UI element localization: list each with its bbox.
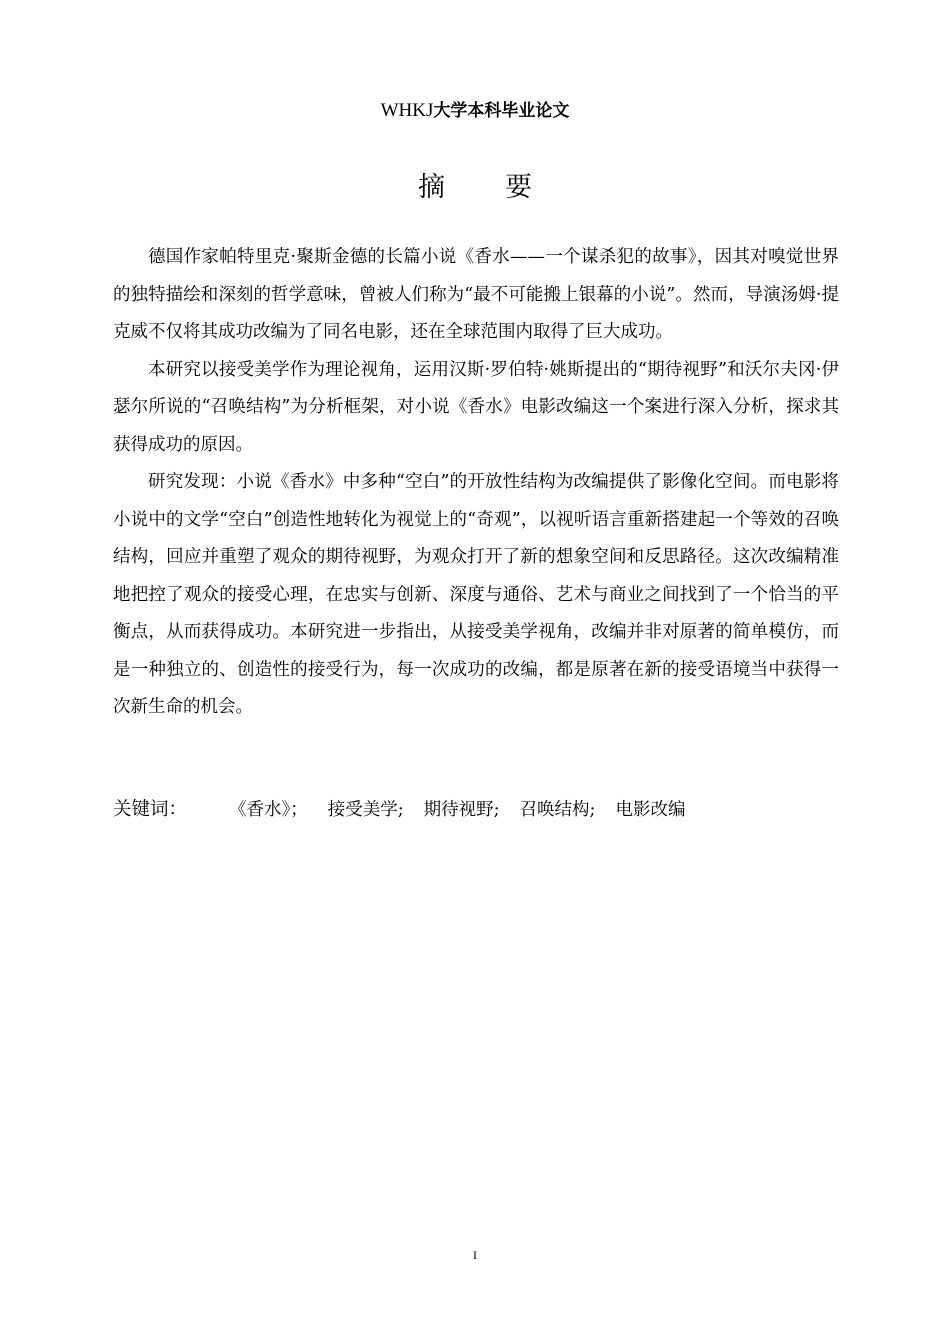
header-institution-code: WHKJ <box>380 100 434 121</box>
abstract-paragraph-1: 德国作家帕特里克·聚斯金德的长篇小说《香水——一个谋杀犯的故事》，因其对嗅觉世界的独特描绘和深刻的哲学意味，曾被人们称为“最不可能搬上银幕的小说”。然而，导演汤姆·提克威不仅将其成功改编为了同名电影，还在全球范围内取得了巨大成功。 <box>113 247 839 342</box>
keywords-label: 关键词： <box>113 799 188 820</box>
abstract-title-char-2: 要 <box>505 172 532 203</box>
abstract-paragraph-3: 研究发现：小说《香水》中多种“空白”的开放性结构为改编提供了影像化空间。而电影将小说中的文学“空白”创造性地转化为视觉上的“奇观”，以视听语言重新搭建起一个等效的召唤结构，回应并重塑了观众的期待视野，为观众打开了新的想象空间和反思路径。这次改编精准地把控了观众的接受心理，在忠实与创新、深度与通俗、艺术与商业之间找到了一个恰当的平衡点，从而获得成功。本研究进一步指出，从接受美学视角，改编并非对原著的简单模仿，而是一种独立的、创造性的接受行为，每一次成功的改编，都是原著在新的接受语境当中获得一次新生命的机会。 <box>113 472 839 717</box>
abstract-body <box>113 239 839 727</box>
keyword-item: 电影改编 <box>615 800 686 820</box>
page-number: I <box>473 1248 477 1262</box>
keywords-line <box>113 793 839 827</box>
running-header <box>0 97 950 124</box>
abstract-title <box>0 168 950 208</box>
keyword-item: 《香水》； <box>229 800 308 820</box>
keyword-item: 接受美学; <box>327 800 404 820</box>
keyword-item: 召唤结构; <box>519 800 596 820</box>
abstract-paragraph-2: 本研究以接受美学作为理论视角，运用汉斯·罗伯特·姚斯提出的“期待视野”和沃尔夫冈·伊瑟尔所说的“召唤结构”为分析框架，对小说《香水》电影改编这一个案进行深入分析，探求其获得成功的原因。 <box>113 359 839 455</box>
keyword-item: 期待视野; <box>423 800 500 820</box>
abstract-title-char-1: 摘 <box>418 172 445 203</box>
header-document-type: 大学本科毕业论文 <box>433 101 570 121</box>
